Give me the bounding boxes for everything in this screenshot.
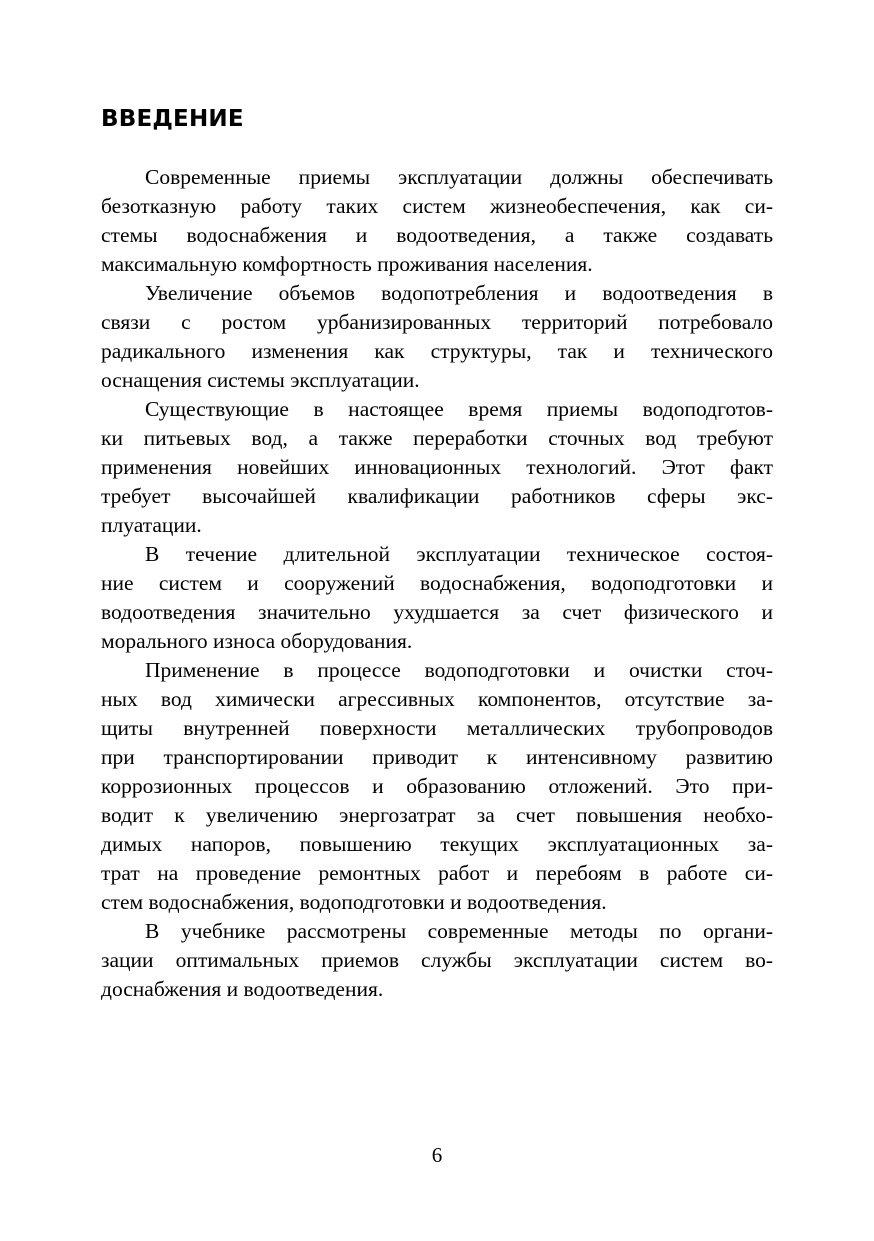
text-line: стемы водоснабжения и водоотведения, а также создавать bbox=[101, 223, 773, 247]
text-line: доснабжения и водоотведения. bbox=[101, 977, 384, 1001]
text-line: при транспортировании приводит к интенсивному развитию bbox=[101, 745, 773, 769]
text-line: ных вод химически агрессивных компонентов, отсутствие за- bbox=[101, 687, 773, 711]
text-line: Современные приемы эксплуатации должны обеспечивать bbox=[145, 165, 773, 189]
text-line: плуатации. bbox=[101, 513, 202, 537]
text-line: трат на проведение ремонтных работ и перебоям в работе си- bbox=[101, 861, 773, 885]
text-line: применения новейших инновационных технологий. Этот факт bbox=[101, 455, 773, 479]
text-line: В учебнике рассмотрены современные методы по органи- bbox=[145, 919, 773, 943]
text-line: оснащения системы эксплуатации. bbox=[101, 368, 420, 392]
text-line: водит к увеличению энергозатрат за счет повышения необхо- bbox=[101, 803, 773, 827]
text-line: радикального изменения как структуры, так и технического bbox=[101, 339, 773, 363]
text-line: морального износа оборудования. bbox=[101, 629, 413, 653]
text-line: требует высочайшей квалификации работников сферы экс- bbox=[101, 484, 773, 508]
text-line: димых напоров, повышению текущих эксплуатационных за- bbox=[101, 832, 773, 856]
text-line: Увеличение объемов водопотребления и водоотведения в bbox=[145, 281, 773, 305]
text-line: стем водоснабжения, водоподготовки и водоотведения. bbox=[101, 890, 607, 914]
text-line: Существующие в настоящее время приемы водоподготов- bbox=[145, 397, 773, 421]
text-line: ние систем и сооружений водоснабжения, водоподготовки и bbox=[101, 571, 773, 595]
text-line: В течение длительной эксплуатации техническое состоя- bbox=[145, 542, 773, 566]
text-line: максимальную комфортность проживания населения. bbox=[101, 252, 593, 276]
text-line: водоотведения значительно ухудшается за счет физического и bbox=[101, 600, 773, 624]
text-line: безотказную работу таких систем жизнеобеспечения, как си- bbox=[101, 194, 773, 218]
section-heading: ВВЕДЕНИЕ bbox=[101, 106, 244, 132]
page-number: 6 bbox=[431, 1143, 443, 1167]
text-line: зации оптимальных приемов службы эксплуатации систем во- bbox=[101, 948, 773, 972]
text-line: щиты внутренней поверхности металлических трубопроводов bbox=[101, 716, 773, 740]
text-line: связи с ростом урбанизированных территорий потребовало bbox=[101, 310, 773, 334]
body-text bbox=[101, 163, 773, 1004]
text-line: Применение в процессе водоподготовки и очистки сточ- bbox=[145, 658, 773, 682]
text-line: коррозионных процессов и образованию отложений. Это при- bbox=[101, 774, 773, 798]
text-line: ки питьевых вод, а также переработки сточных вод требуют bbox=[101, 426, 773, 450]
